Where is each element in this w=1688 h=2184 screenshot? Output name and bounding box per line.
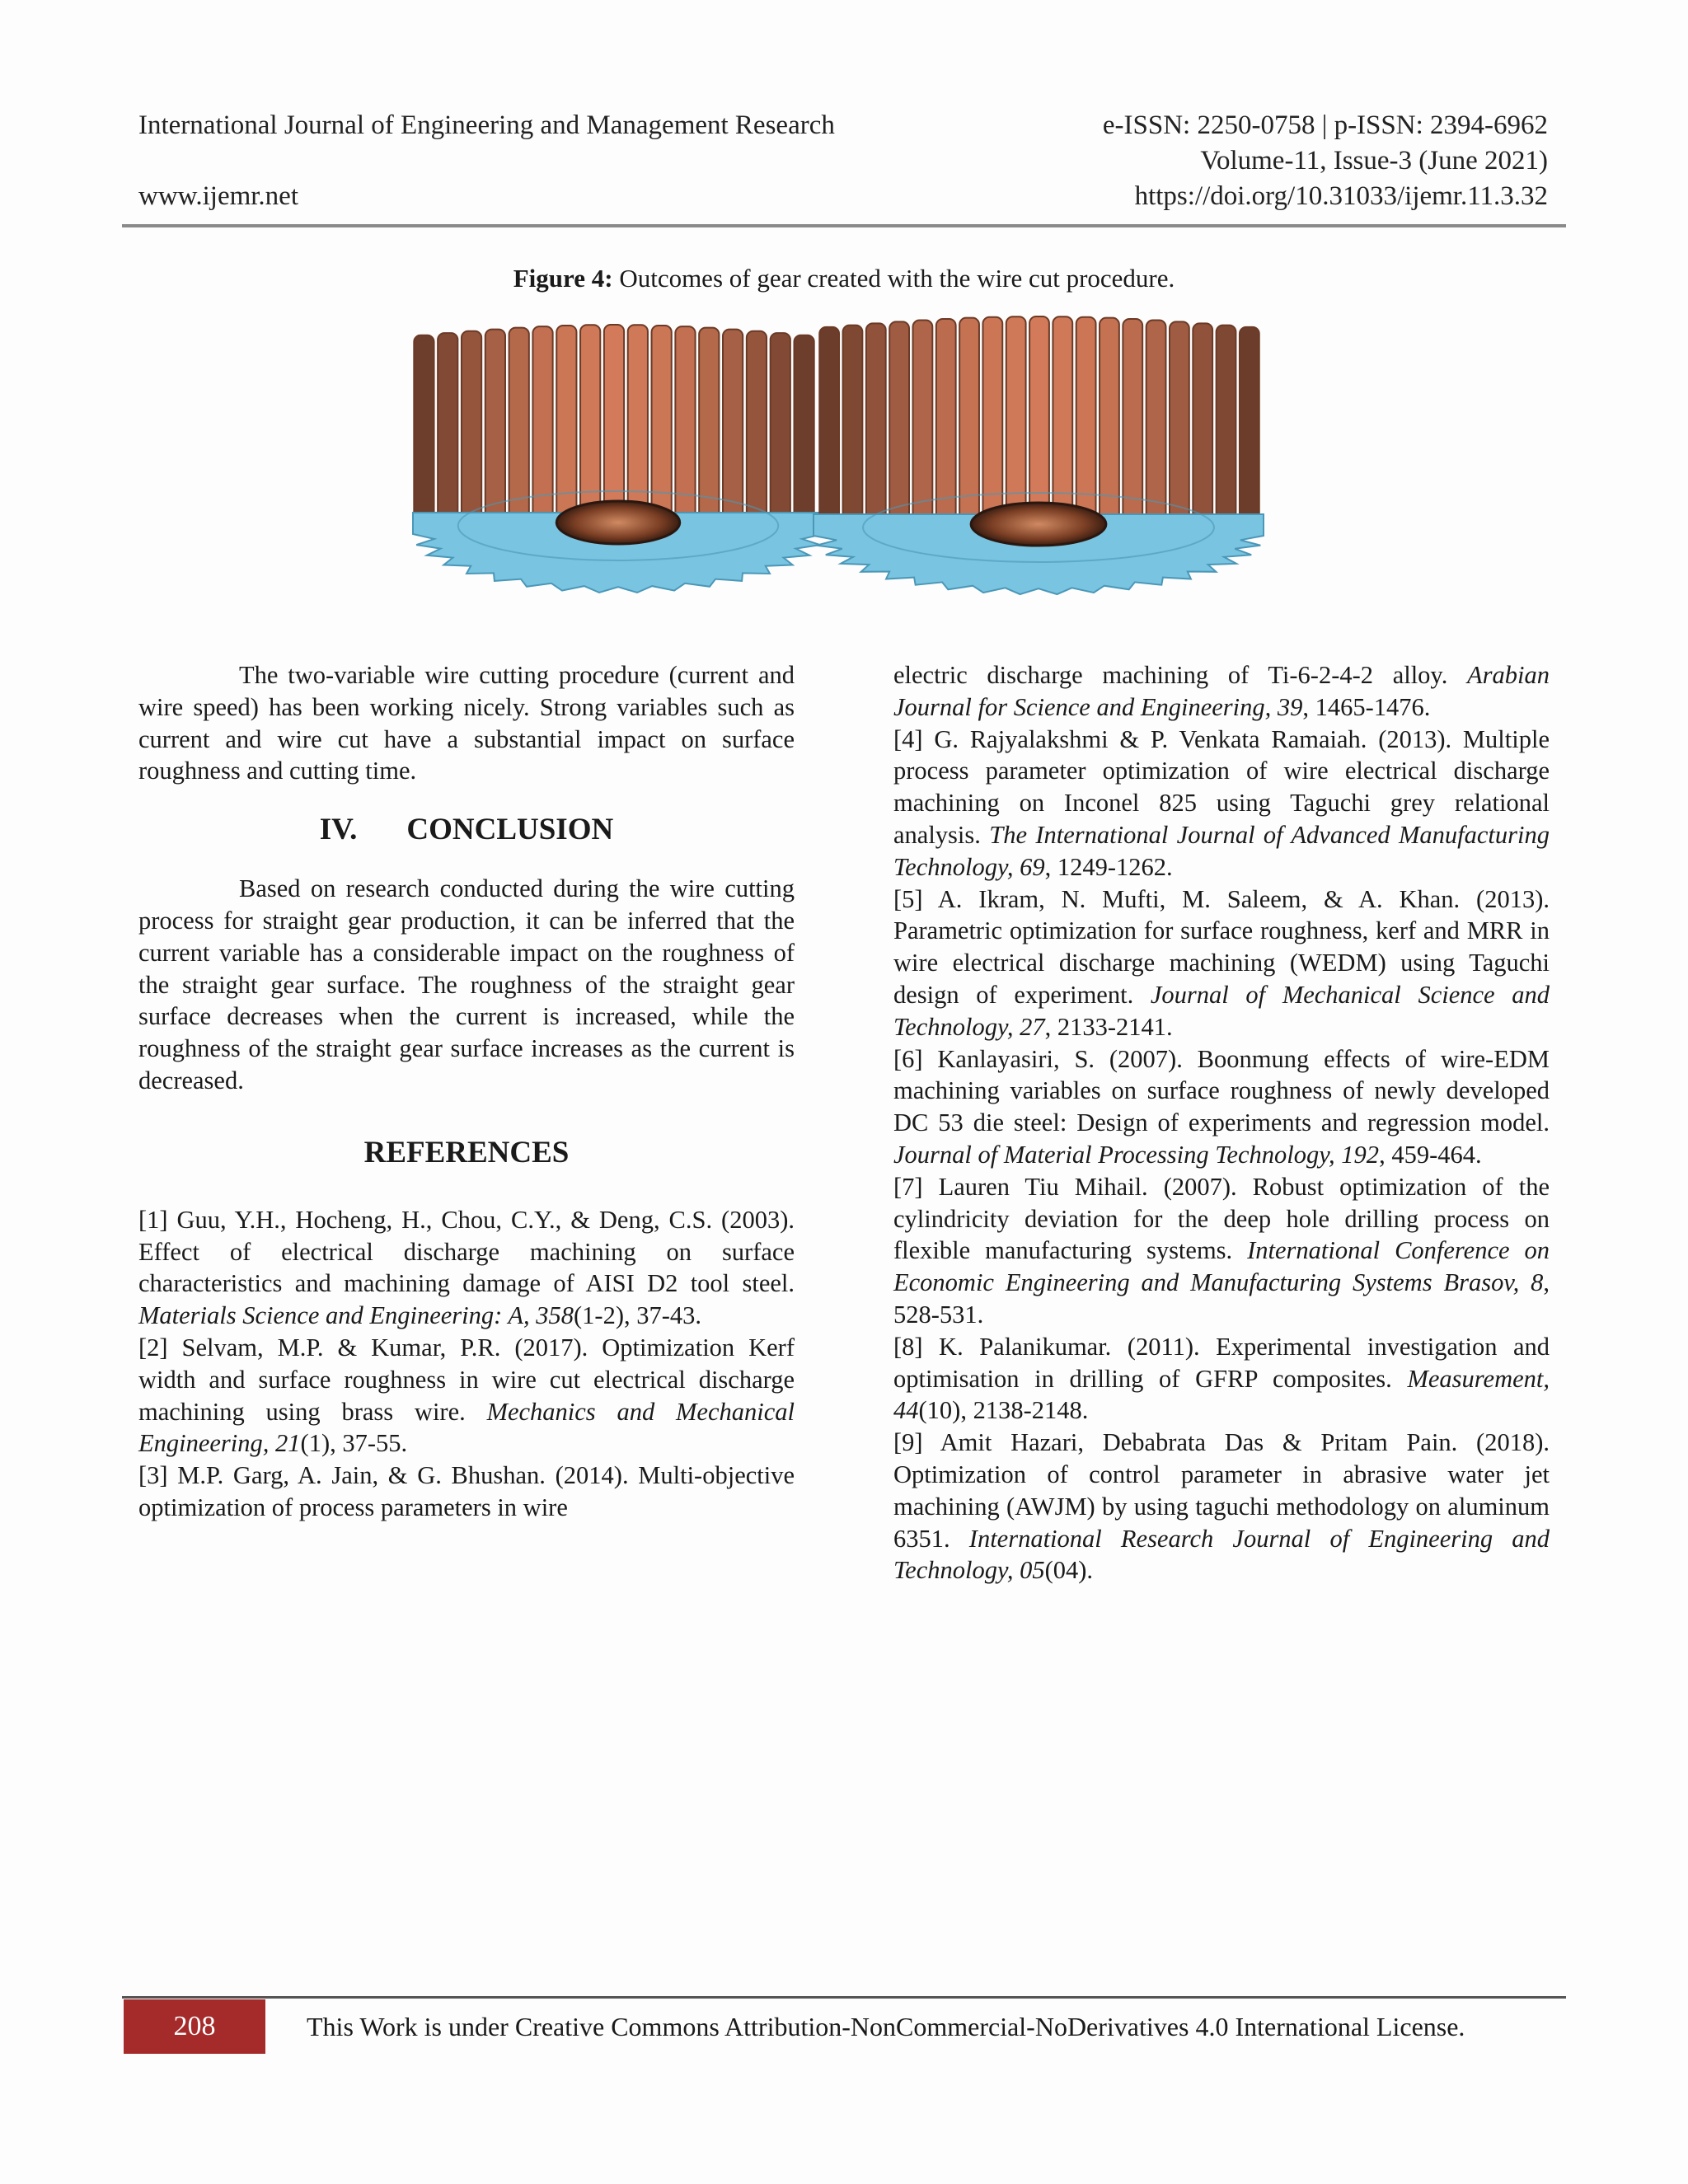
reference-text: electric discharge machining of Ti-6-2-4-2 alloy.	[893, 661, 1468, 689]
reference-text: [3] M.P. Garg, A. Jain, & G. Bhushan. (2014). Multi-objective optimization of process parameters in wire	[138, 1461, 795, 1521]
reference-text: , 1249-1262.	[1044, 852, 1173, 881]
reference-journal: Measurement, 44	[893, 1364, 1550, 1425]
reference-item	[138, 1332, 795, 1460]
reference-text: [5] A. Ikram, N. Mufti, M. Saleem, & A. Khan. (2013). Parametric optimization for surface roughness, kerf and MRR in wire electrical discharge machining (WEDM) using Taguchi design of experiment.	[893, 884, 1550, 1009]
gear-tooth	[675, 326, 695, 526]
references-heading: REFERENCES	[363, 1135, 570, 1169]
gear-left	[413, 325, 823, 593]
reference-text: , 528-531.	[893, 1268, 1550, 1329]
reference-item	[893, 659, 1550, 724]
gear-tooth	[1240, 327, 1259, 527]
intro-paragraph: The two-variable wire cutting procedure (current and wire speed) has been working nicely. Strong variables such as current and wire cut have a substantial impact on surface roughness and cutting time.	[138, 661, 795, 785]
gear-tooth	[913, 321, 933, 527]
gear-tooth	[1170, 321, 1189, 527]
reference-item	[893, 883, 1550, 1043]
gear-tooth	[509, 328, 529, 526]
gear-tooth	[982, 317, 1002, 527]
reference-text: (1-2), 37-43.	[574, 1301, 702, 1330]
license-text: This Work is under Creative Commons Attribution-NonCommercial-NoDerivatives 4.0 International License.	[307, 2012, 1465, 2041]
reference-item	[893, 724, 1550, 883]
gear-tooth	[1193, 323, 1212, 527]
reference-item	[893, 1331, 1550, 1427]
left-column	[138, 659, 795, 1524]
reference-item	[893, 1427, 1550, 1586]
reference-text: , 1465-1476.	[1302, 692, 1431, 721]
gear-tooth	[580, 325, 600, 526]
reference-item	[893, 1043, 1550, 1171]
gear-tooth	[414, 335, 434, 526]
reference-item	[893, 1171, 1550, 1331]
gear-tooth	[1146, 321, 1166, 527]
gear-tooth	[1053, 316, 1072, 527]
gear-tooth	[485, 330, 505, 526]
conclusion-number: IV.	[319, 813, 358, 847]
gear-tooth	[819, 327, 839, 527]
reference-item	[138, 1204, 795, 1332]
reference-text: [7] Lauren Tiu Mihail. (2007). Robust optimization of the cylindricity deviation for the deep hole drilling process on flexible manufacturing systems.	[893, 1172, 1550, 1265]
footer-rule	[122, 1996, 1566, 1999]
reference-text: [4] G. Rajyalakshmi & P. Venkata Ramaiah. (2013). Multiple process parameter optimization of wire electrical discharge machining on Inconel 825 using Taguchi grey relational analysis.	[893, 724, 1550, 849]
reference-journal: Arabian Journal for Science and Engineering, 39	[893, 661, 1550, 721]
gear-tooth	[462, 331, 481, 526]
gear-bore	[971, 503, 1106, 546]
gear-tooth	[889, 321, 909, 527]
conclusion-paragraph: Based on research conducted during the wire cutting process for straight gear production, it can be inferred that the current variable has a considerable impact on the roughness of the straight gear surface. The roughness of the straight gear surface decreases when the current is increased, while the roughness of the straight gear surface increases as the current is decreased.	[138, 874, 795, 1094]
gear-tooth	[843, 326, 863, 527]
reference-text: (10), 2138-2148.	[918, 1396, 1089, 1425]
gear-tooth	[628, 325, 648, 526]
reference-item	[138, 1460, 795, 1524]
gear-tooth	[1123, 319, 1142, 527]
journal-title: International Journal of Engineering and Management Research	[138, 110, 835, 140]
reference-text: (1), 37-55.	[300, 1429, 408, 1458]
gear-tooth	[723, 330, 743, 526]
right-column	[893, 659, 1550, 1586]
reference-text: [1] Guu, Y.H., Hocheng, H., Chou, C.Y., & Deng, C.S. (2003). Effect of electrical discharge machining on surface characteristics and machining damage of AISI D2 tool steel.	[138, 1205, 795, 1298]
gear-tooth	[866, 323, 886, 527]
gear-tooth	[936, 319, 956, 527]
figure-caption	[0, 262, 1688, 295]
gear-tooth	[1217, 326, 1236, 527]
gear-tooth	[771, 333, 790, 526]
gear-tooth	[1006, 316, 1026, 527]
gear-tooth	[1076, 317, 1096, 527]
reference-text: (04).	[1044, 1556, 1094, 1585]
reference-text: , 2133-2141.	[1044, 1012, 1173, 1041]
gear-figure	[404, 303, 1278, 625]
reference-journal: Journal of Mechanical Science and Technology, 27	[893, 980, 1550, 1041]
reference-journal: International Research Journal of Engineering and Technology, 05	[893, 1524, 1550, 1585]
issn: e-ISSN: 2250-0758 | p-ISSN: 2394-6962	[1102, 110, 1548, 140]
page-number: 208	[124, 1999, 265, 2054]
gear-tooth	[438, 333, 457, 526]
journal-website[interactable]: www.ijemr.net	[138, 181, 298, 211]
volume-issue: Volume-11, Issue-3 (June 2021)	[1200, 146, 1548, 176]
figure-caption-text: Outcomes of gear created with the wire cut procedure.	[619, 264, 1175, 293]
reference-text: , 459-464.	[1379, 1140, 1482, 1169]
reference-journal: Materials Science and Engineering: A, 358	[138, 1301, 574, 1330]
doi-link[interactable]: https://doi.org/10.31033/ijemr.11.3.32	[1134, 181, 1548, 211]
gear-tooth	[1029, 316, 1049, 527]
gear-tooth	[652, 326, 672, 526]
figure-label: Figure 4:	[513, 264, 613, 293]
header-rule	[122, 224, 1566, 227]
gear-right	[814, 316, 1264, 594]
reference-journal: The International Journal of Advanced Manufacturing Technology, 69	[893, 820, 1550, 881]
reference-text: [8] K. Palanikumar. (2011). Experimental investigation and optimisation in drilling of GFRP composites.	[893, 1332, 1550, 1393]
references-list-left	[138, 1204, 795, 1524]
gear-tooth	[604, 325, 624, 526]
conclusion-heading	[138, 812, 795, 848]
reference-text: [9] Amit Hazari, Debabrata Das & Pritam Pain. (2018). Optimization of control parameter in abrasive water jet machining (AWJM) by using taguchi methodology on aluminum 6351.	[893, 1428, 1550, 1553]
reference-journal: Journal of Material Processing Technology, 192	[893, 1140, 1380, 1169]
references-list-right	[893, 659, 1550, 1586]
gear-bore	[556, 501, 679, 544]
gear-tooth	[794, 335, 814, 526]
gear-tooth	[747, 331, 767, 526]
reference-text: [6] Kanlayasiri, S. (2007). Boonmung effects of wire-EDM machining variables on surface roughness of newly developed DC 53 die steel: Design of experiments and regression model.	[893, 1044, 1550, 1137]
gear-tooth	[556, 326, 576, 526]
conclusion-title: CONCLUSION	[406, 813, 614, 847]
reference-journal: Mechanics and Mechanical Engineering, 21	[138, 1397, 795, 1458]
reference-text: [2] Selvam, M.P. & Kumar, P.R. (2017). Optimization Kerf width and surface roughness in wire cut electrical discharge machining using brass wire.	[138, 1333, 795, 1426]
reference-journal: International Conference on Economic Engineering and Manufacturing Systems Brasov, 8	[893, 1236, 1550, 1297]
